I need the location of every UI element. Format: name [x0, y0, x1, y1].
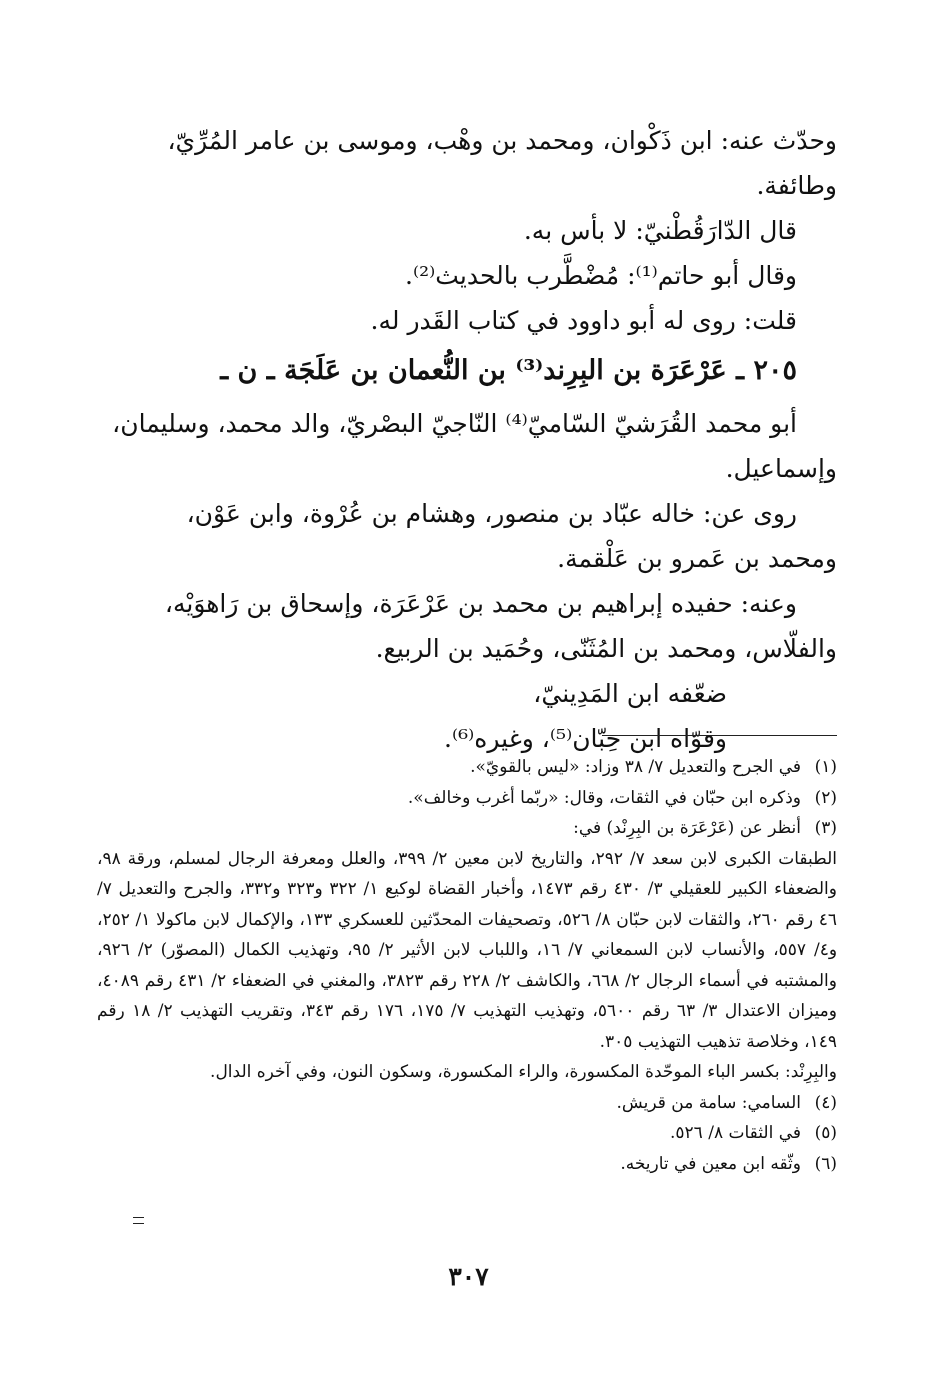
page-number: ٣٠٧ [448, 1262, 489, 1291]
footnote-3-sources: الطبقات الكبرى لابن سعد ٧/ ٢٩٢، والتاريخ لابن معين ٢/ ٣٩٩، والعلل ومعرفة الرجال لمسلم، ورقة ٩٨، والضعفاء الكبير للعقيلي ٣/ ٤٣٠ رقم ١٤٧٣، وأخبار القضاة لوكيع ١/ ٣٢٢ و٣٢٣ و٣٣٢، والجرح والتعديل ٧/ ٤٦ رقم ٢٦٠، والثقات لابن حبّان ٨/ ٥٢٦، وتصحيفات المحدّثين للعسكري ١٣٣، والإكمال لابن ماكولا ١/ ٢٥٢، و٤/ ٥٥٧، والأنساب لابن السمعاني ٧/ ١٦، واللباب لابن الأثير ٢/ ٩٥، وتهذيب الكمال (المصوّر) ٢/ ٩٢٦، والمشتبه في أسماء الرجال ٢/ ٦٦٨، والكاشف ٢/ ٢٢٨ رقم ٣٨٢٣، والمغني في الضعفاء ٢/ ٤٣١ رقم ٤٠٨٩، وميزان الاعتدال ٣/ ٦٣ رقم ٥٦٠٠، وتهذيب التهذيب ٧/ ١٧٥، ١٧٦ رقم ٣٤٣، وتقريب التهذيب ٢/ ١٨ رقم ١٤٩، وخلاصة تذهيب التهذيب ٣٠٥. [97, 848, 838, 1052]
footnote-number: (٢) [814, 787, 837, 808]
text-line: وحدّث عنه: ابن ذَكْوان، ومحمد بن وهْب، وموسى بن عامر المُرِّيّ، [167, 126, 837, 155]
footnote-5 [97, 1118, 837, 1149]
footnotes [97, 752, 837, 1179]
text-line: وقال أبو حاتم⁽¹⁾: مُضْطَّرب بالحديث⁽²⁾. [405, 261, 797, 290]
entry-title: ٢٠٥ ـ عَرْعَرَة بن البِرِند⁽³⁾ بن النُّعمان بن عَلَجَة ـ ن ـ [220, 355, 797, 386]
footnote-1 [97, 752, 837, 783]
footnote-number: (٦) [814, 1153, 837, 1174]
footnote-4 [97, 1088, 837, 1119]
footnote-number: (٥) [814, 1123, 837, 1143]
footnote-2 [97, 783, 837, 814]
footnote-6 [97, 1149, 837, 1180]
text-line: وقوّاه ابن حِبّان⁽⁵⁾، وغيره⁽⁶⁾. [444, 724, 727, 753]
text-line: والفلّاس، ومحمد بن المُثَنّى، وحُمَيد بن الربيع. [375, 634, 837, 663]
text-line: ضعّفه ابن المَدِينيّ، [533, 679, 727, 708]
footnote-divider [602, 735, 837, 736]
main-text [97, 118, 837, 761]
text-line: ومحمد بن عَمرو بن عَلْقمة. [557, 544, 837, 573]
footnote-number: (٣) [814, 818, 837, 838]
footnote-text: أنظر عن (عَرْعَرَة بن البِرِنْد) في: [573, 818, 801, 838]
text-line: وطائفة. [756, 171, 837, 200]
footnote-text: وذكره ابن حبّان في الثقات، وقال: «ربّما أغرب وخالف». [407, 787, 801, 808]
text-line: وإسماعيل. [725, 454, 837, 483]
margin-mark [133, 1217, 144, 1224]
text-line: أبو محمد القُرَشيّ السّاميّ⁽⁴⁾ النّاجيّ البصْريّ، والد محمد، وسليمان، [112, 409, 797, 438]
footnote-number: (١) [814, 757, 837, 777]
footnote-3-extra: والبِرِنْد: بكسر الباء الموحّدة المكسورة، والراء المكسورة، وسكون النون، وفي آخره الدال. [210, 1062, 837, 1082]
footnote-text: في الثقات ٨/ ٥٢٦. [669, 1123, 801, 1143]
text-line: روى عن: خاله عبّاد بن منصور، وهشام بن عُرْوة، وابن عَوْن، [186, 499, 797, 528]
text-line: قلت: روى له أبو داوود في كتاب القَدر له. [370, 306, 797, 335]
text-line: قال الدّارَقُطْنيّ: لا بأس به. [523, 216, 797, 245]
footnote-text: وثّقه ابن معين في تاريخه. [620, 1153, 801, 1174]
footnote-text: في الجرح والتعديل ٧/ ٣٨ وزاد: «ليس بالقويّ». [470, 757, 801, 777]
footnote-number: (٤) [814, 1092, 837, 1113]
footnote-text: السامي: سامة من قريش. [616, 1092, 801, 1113]
text-line: وعنه: حفيده إبراهيم بن محمد بن عَرْعَرَة، وإسحاق بن رَاهوَيْه، [164, 589, 797, 618]
footnote-3 [97, 813, 837, 844]
